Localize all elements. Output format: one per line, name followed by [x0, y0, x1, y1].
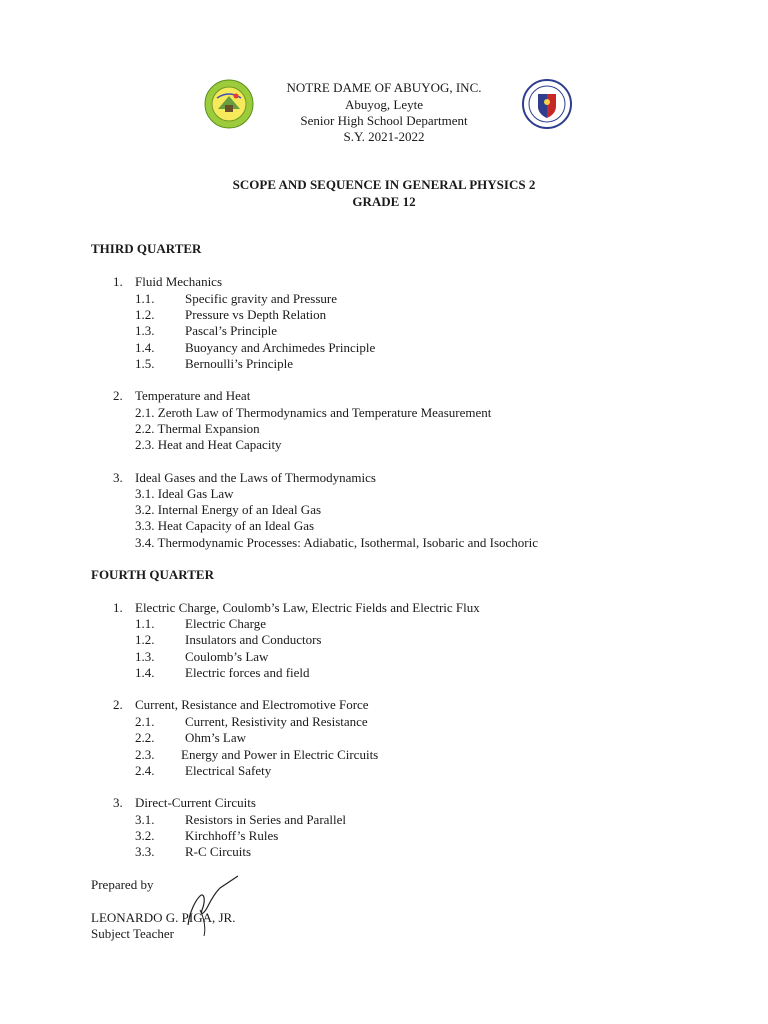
subtopic-number: 1.3. [135, 649, 155, 664]
teacher-role: Subject Teacher [91, 926, 174, 941]
signature-mark [160, 870, 250, 940]
grade-level: GRADE 12 [352, 194, 416, 209]
topic-number: 2. [113, 697, 123, 712]
subtopic-text: 3.3. Heat Capacity of an Ideal Gas [135, 518, 315, 533]
subtopic-text: 2.3. Heat and Heat Capacity [135, 437, 282, 452]
subtopic-number: 2.4. [135, 763, 155, 778]
topic-title: Direct-Current Circuits [135, 795, 256, 810]
subtopic-number: 3.1. [135, 812, 155, 827]
subtopic-text: Current, Resistivity and Resistance [185, 714, 368, 729]
teacher-name: LEONARDO G. PIGA, JR. [91, 910, 236, 925]
subtopic-text: 3.2. Internal Energy of an Ideal Gas [135, 502, 322, 517]
topic-number: 1. [113, 274, 123, 289]
subtopic-number: 1.4. [135, 340, 155, 355]
topic-title: Fluid Mechanics [135, 274, 223, 289]
subtopic-number: 3.2. [135, 828, 155, 843]
subtopic-text: Electric forces and field [185, 665, 310, 680]
topic-number: 3. [113, 795, 123, 810]
topic-number: 3. [113, 470, 123, 485]
subtopic-text: Coulomb’s Law [185, 649, 269, 664]
subtopic-number: 1.4. [135, 665, 155, 680]
subtopic-text: Electric Charge [185, 616, 266, 631]
subtopic-number: 1.3. [135, 323, 155, 338]
subtopic-text: Buoyancy and Archimedes Principle [185, 340, 376, 355]
subtopic-text: Pressure vs Depth Relation [185, 307, 327, 322]
school-year: S.Y. 2021-2022 [343, 129, 425, 144]
subtopic-text: R-C Circuits [185, 844, 252, 859]
fourth-quarter-heading: FOURTH QUARTER [91, 567, 214, 582]
prepared-by-label: Prepared by [91, 877, 154, 892]
subtopic-text: 3.4. Thermodynamic Processes: Adiabatic, Isothermal, Isobaric and Isochoric [135, 535, 539, 550]
subtopic-text: Kirchhoff’s Rules [185, 828, 279, 843]
subtopic-number: 1.1. [135, 616, 155, 631]
subtopic-number: 1.2. [135, 632, 155, 647]
subtopic-number: 2.1. [135, 714, 155, 729]
school-name: NOTRE DAME OF ABUYOG, INC. [286, 80, 482, 95]
document-title: SCOPE AND SEQUENCE IN GENERAL PHYSICS 2 [232, 177, 536, 192]
subtopic-text: Bernoulli’s Principle [185, 356, 293, 371]
subtopic-text: 3.1. Ideal Gas Law [135, 486, 234, 501]
subtopic-text: Pascal’s Principle [185, 323, 278, 338]
subtopic-number: 1.1. [135, 291, 155, 306]
topic-title: Current, Resistance and Electromotive Force [135, 697, 369, 712]
subtopic-text: Electrical Safety [185, 763, 272, 778]
topic-title: Electric Charge, Coulomb’s Law, Electric Fields and Electric Flux [135, 600, 480, 615]
subtopic-number: 1.2. [135, 307, 155, 322]
topic-title: Ideal Gases and the Laws of Thermodynamics [135, 470, 376, 485]
subtopic-number: 1.5. [135, 356, 155, 371]
subtopic-number: 2.2. [135, 730, 155, 745]
subtopic-text: Resistors in Series and Parallel [185, 812, 347, 827]
subtopic-text: Ohm’s Law [185, 730, 247, 745]
subtopic-number: 3.3. [135, 844, 155, 859]
third-quarter-heading: THIRD QUARTER [91, 241, 202, 256]
topic-number: 1. [113, 600, 123, 615]
school-location: Abuyog, Leyte [345, 97, 423, 112]
subtopic-text: 2.2. Thermal Expansion [135, 421, 260, 436]
subtopic-text: Energy and Power in Electric Circuits [181, 747, 379, 762]
department-name: Senior High School Department [300, 113, 468, 128]
subtopic-text: Insulators and Conductors [185, 632, 322, 647]
subtopic-text: 2.1. Zeroth Law of Thermodynamics and Temperature Measurement [135, 405, 492, 420]
topic-number: 2. [113, 388, 123, 403]
topic-title: Temperature and Heat [135, 388, 251, 403]
subtopic-text: Specific gravity and Pressure [185, 291, 337, 306]
subtopic-number: 2.3. [135, 747, 155, 762]
